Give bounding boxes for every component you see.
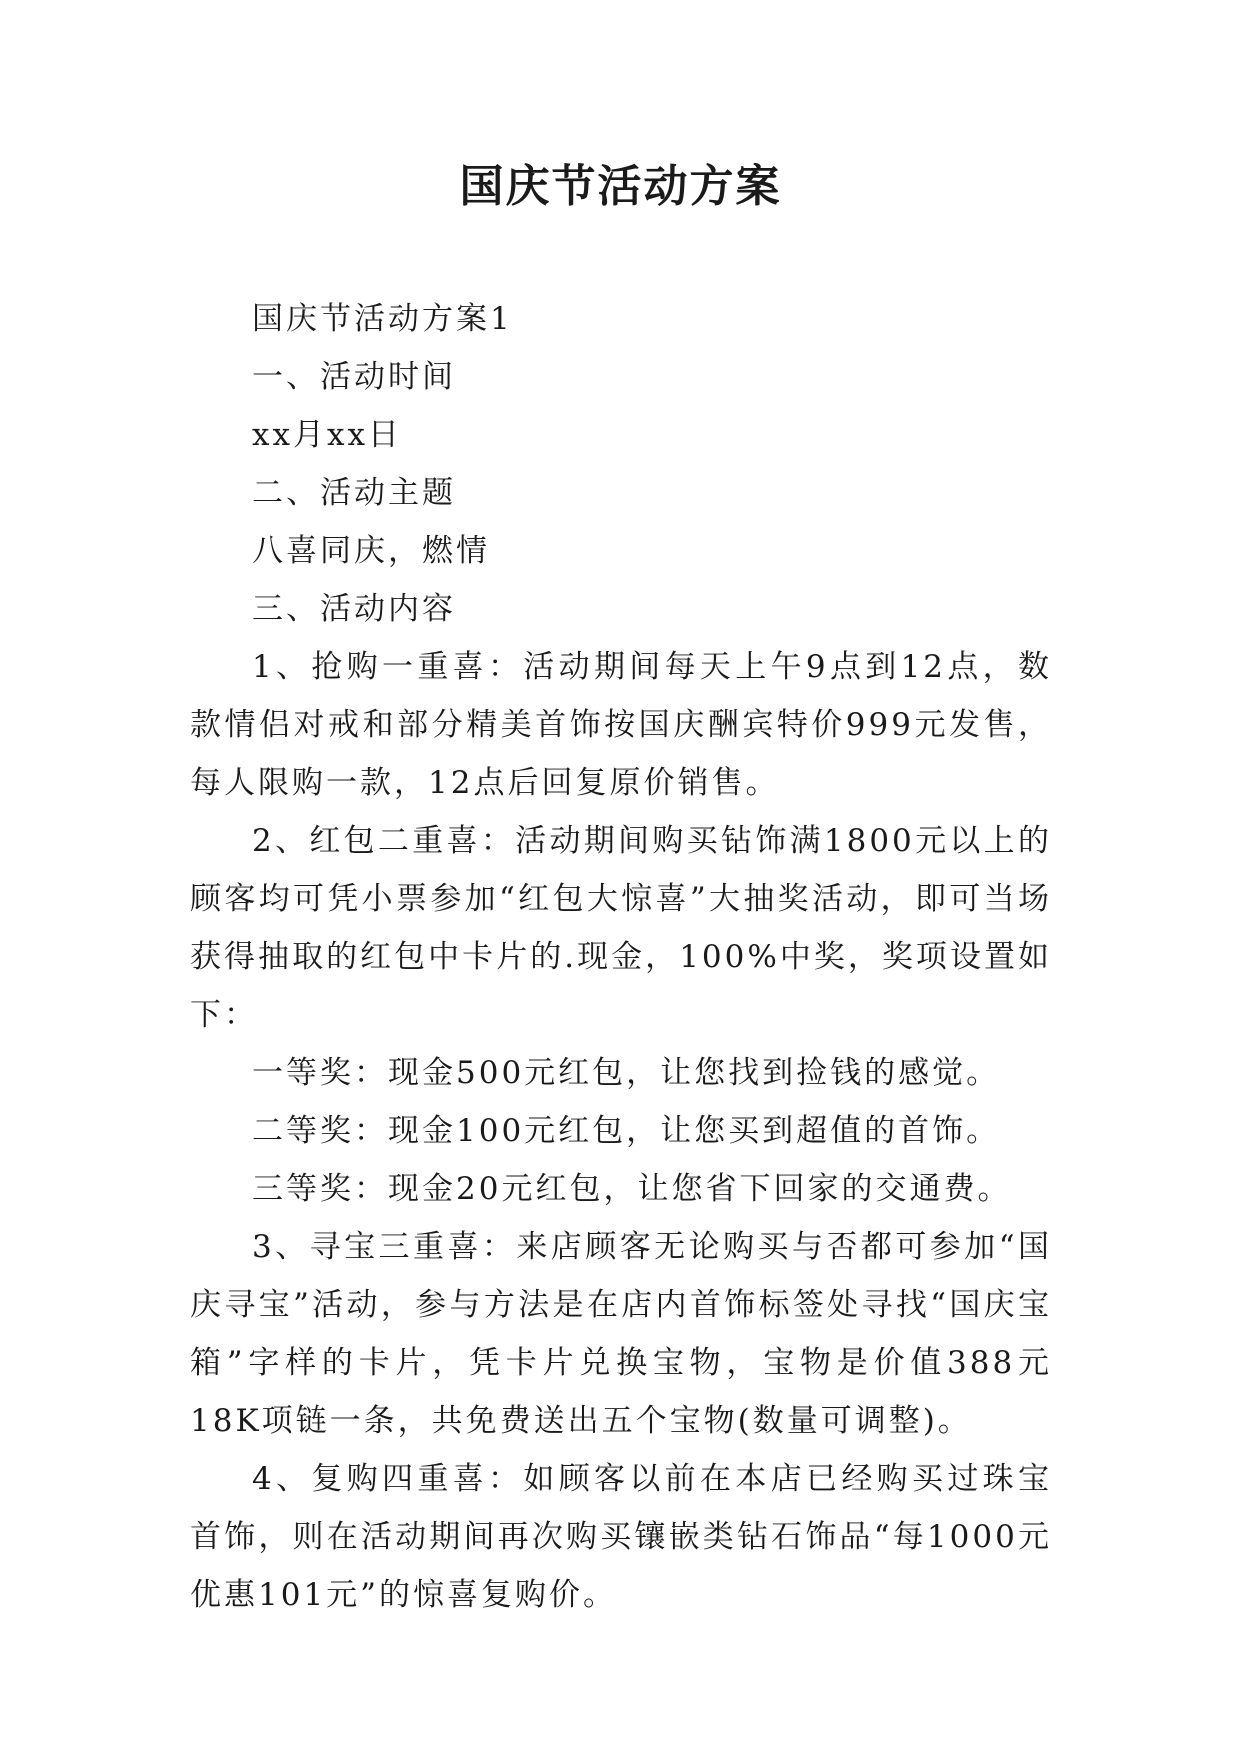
paragraph: xx月xx日: [252, 417, 402, 453]
document-title: 国庆节活动方案: [459, 161, 782, 212]
paragraph: 一等奖：现金500元红包，让您找到捡钱的感觉。: [252, 1055, 1001, 1091]
document-body: [190, 290, 1052, 1624]
paragraph: 二、活动主题: [252, 475, 456, 511]
paragraph: 4、复购四重喜：如顾客以前在本店已经购买过珠宝首饰，则在活动期间再次购买镶嵌类钻石饰品“每1000元优惠101元”的惊喜复购价。: [190, 1461, 1052, 1613]
paragraph: 一、活动时间: [252, 359, 456, 395]
paragraph: 三等奖：现金20元红包，让您省下回家的交通费。: [252, 1171, 1012, 1207]
paragraph: 3、寻宝三重喜：来店顾客无论购买与否都可参加“国庆寻宝”活动，参与方法是在店内首饰标签处寻找“国庆宝箱”字样的卡片，凭卡片兑换宝物，宝物是价值388元18K项链一条，共免费送出五个宝物(数量可调整)。: [190, 1229, 1052, 1439]
paragraph: 三、活动内容: [252, 591, 456, 627]
paragraph: 八喜同庆，燃情: [252, 533, 490, 569]
paragraph: 二等奖：现金100元红包，让您买到超值的首饰。: [252, 1113, 1001, 1149]
paragraph: 2、红包二重喜：活动期间购买钻饰满1800元以上的顾客均可凭小票参加“红包大惊喜”大抽奖活动，即可当场获得抽取的红包中卡片的.现金，100%中奖，奖项设置如下：: [190, 823, 1052, 1033]
paragraph: 1、抢购一重喜：活动期间每天上午9点到12点，数款情侣对戒和部分精美首饰按国庆酬宾特价999元发售，每人限购一款，12点后回复原价销售。: [190, 649, 1052, 801]
paragraph: 国庆节活动方案1: [252, 301, 513, 337]
